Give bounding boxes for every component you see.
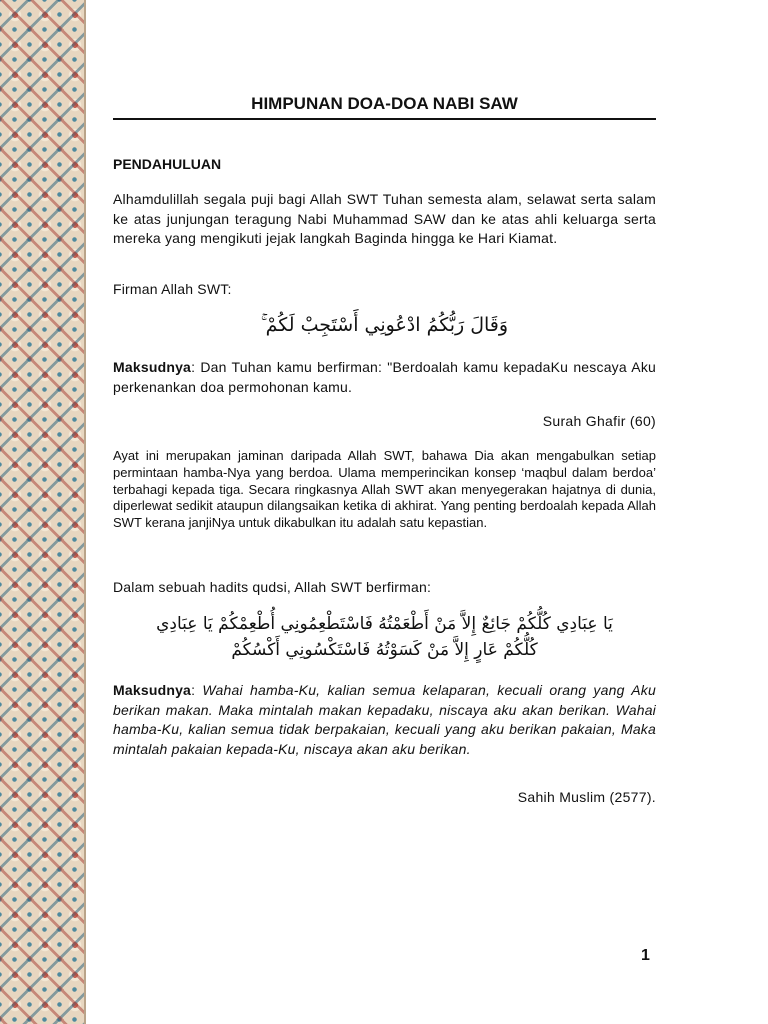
translation-text: : Dan Tuhan kamu berfirman: "Berdoalah kamu kepadaKu nescaya Aku perkenankan doa permohonan kamu. xyxy=(113,359,656,395)
document-title: HIMPUNAN DOA-DOA NABI SAW xyxy=(251,94,518,113)
maksudnya-label: Maksudnya xyxy=(113,682,192,698)
hadith-arabic-line-2: كُلُّكُمْ عَارٍ إِلاَّ مَنْ كَسَوْتُهُ فَاسْتَكْسُونِي أَكْسُكُمْ xyxy=(231,640,538,660)
verse-reference: Surah Ghafir (60) xyxy=(542,413,656,429)
translation-separator: : xyxy=(191,682,203,698)
translation-paragraph-2 xyxy=(113,681,656,759)
hadith-intro: Dalam sebuah hadits qudsi, Allah SWT berfirman: xyxy=(113,579,432,595)
page-number: 1 xyxy=(641,947,650,964)
translation-paragraph-1 xyxy=(113,358,656,397)
section-heading: PENDAHULUAN xyxy=(113,156,222,172)
title-underline xyxy=(113,118,656,120)
decorative-border-pattern xyxy=(0,0,84,1024)
verse-arabic: وَقَالَ رَبُّكُمُ ادْعُونِي أَسْتَجِبْ لَكُمْ ۚ xyxy=(260,314,509,336)
hadith-reference: Sahih Muslim (2577). xyxy=(517,789,656,805)
intro-paragraph: Alhamdulillah segala puji bagi Allah SWT Tuhan semesta alam, selawat serta salam ke atas junjungan teragung Nabi Muhammad SAW dan ke atas ahli keluarga serta mereka yang mengikuti jejak langkah Baginda hingga ke Hari Kiamat. xyxy=(113,191,656,246)
border-divider xyxy=(84,0,86,1024)
translation-text: Wahai hamba-Ku, kalian semua kelaparan, kecuali orang yang Aku berikan makan. Maka mintalah makan kepadaku, niscaya aku akan berikan. Wahai hamba-Ku, kalian semua tidak berpakaian, kecuali yang aku berikan pakaian, Maka mintalah pakaian kepada-Ku, niscaya akan aku berikan. xyxy=(113,682,656,757)
firman-label: Firman Allah SWT: xyxy=(113,281,232,297)
commentary-paragraph: Ayat ini merupakan jaminan daripada Allah SWT, bahawa Dia akan mengabulkan setiap permintaan hamba-Nya yang berdoa. Ulama memperincikan konsep ‘maqbul dalam berdoa’ terbahagi kepada tiga. Secara ringkasnya Allah SWT akan menyegerakan hajatnya di dunia, diperlewat sedikit ataupun dilangsaikan ketika di akhirat. Yang penting berdoalah kepada Allah SWT kerana janjiNya untuk dikabulkan itu adalah satu kepastian. xyxy=(113,448,656,531)
maksudnya-label: Maksudnya xyxy=(113,359,192,375)
hadith-arabic-line-1: يَا عِبَادِي كُلُّكُمْ جَائِعٌ إِلاَّ مَنْ أَطْعَمْتُهُ فَاسْتَطْعِمُونِي أُطْعِمْكُمْ يَا عِبَادِي xyxy=(156,614,613,634)
